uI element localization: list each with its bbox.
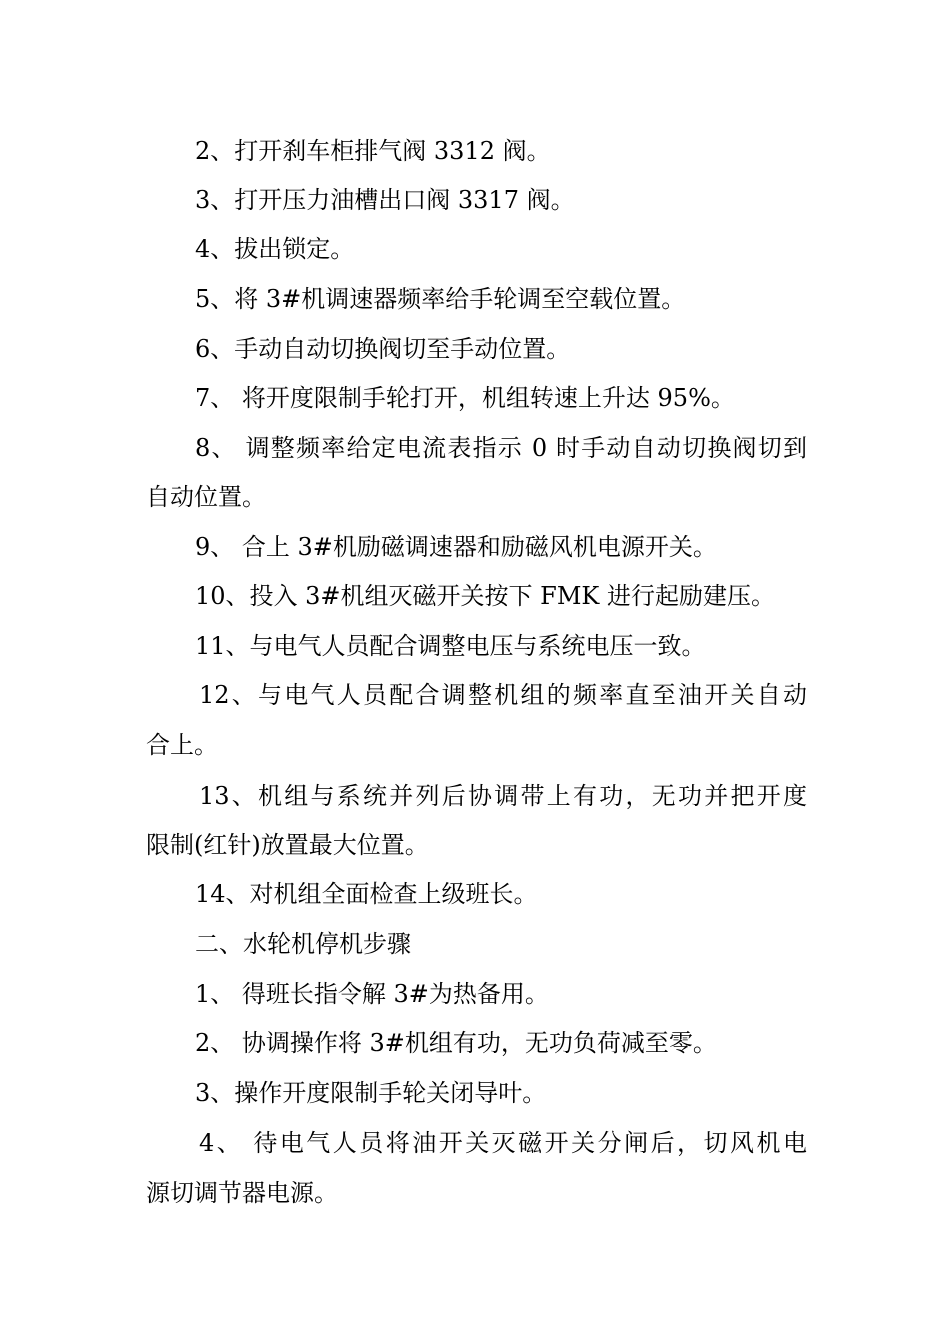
shutdown-step-4-cut-power-line-1: 4、 待电气人员将油开关灭磁开关分闸后，切风机电 (199, 1129, 807, 1157)
step-7-open-limit-handwheel: 7、 将开度限制手轮打开，机组转速上升达 95%。 (195, 384, 735, 412)
step-3-open-oil-tank-outlet-valve: 3、打开压力油槽出口阀 3317 阀。 (195, 186, 575, 214)
shutdown-step-3-close-guide-vanes: 3、操作开度限制手轮关闭导叶。 (195, 1079, 547, 1107)
step-10-field-breaker: 10、投入 3#机组灭磁开关按下 FMK 进行起励建压。 (195, 582, 775, 610)
step-13-load-line-1: 13、机组与系统并列后协调带上有功，无功并把开度 (199, 782, 807, 810)
step-5-governor-frequency: 5、将 3#机调速器频率给手轮调至空载位置。 (195, 285, 686, 313)
step-14-full-inspection: 14、对机组全面检查上级班长。 (195, 880, 538, 908)
shutdown-step-4-cut-power-line-2: 源切调节器电源。 (146, 1179, 338, 1207)
step-12-frequency-match-line-2: 合上。 (146, 731, 218, 759)
shutdown-step-2-reduce-load: 2、 协调操作将 3#机组有功，无功负荷减至零。 (195, 1029, 717, 1057)
step-8-adjust-frequency-line-1: 8、 调整频率给定电流表指示 0 时手动自动切换阀切到 (195, 434, 807, 462)
step-8-adjust-frequency-line-2: 自动位置。 (146, 483, 266, 511)
step-4-pull-lock: 4、拔出锁定。 (195, 235, 355, 263)
step-13-load-line-2: 限制(红针)放置最大位置。 (146, 831, 429, 859)
step-2-open-brake-exhaust-valve: 2、打开刹车柜排气阀 3312 阀。 (195, 137, 551, 165)
section-heading-turbine-shutdown: 二、水轮机停机步骤 (195, 930, 411, 958)
shutdown-step-1-hot-standby: 1、 得班长指令解 3#为热备用。 (195, 980, 549, 1008)
step-12-frequency-match-line-1: 12、与电气人员配合调整机组的频率直至油开关自动 (199, 681, 807, 709)
step-11-voltage-match: 11、与电气人员配合调整电压与系统电压一致。 (195, 632, 706, 660)
step-6-manual-switch: 6、手动自动切换阀切至手动位置。 (195, 335, 571, 363)
step-9-excitation-power: 9、 合上 3#机励磁调速器和励磁风机电源开关。 (195, 533, 717, 561)
